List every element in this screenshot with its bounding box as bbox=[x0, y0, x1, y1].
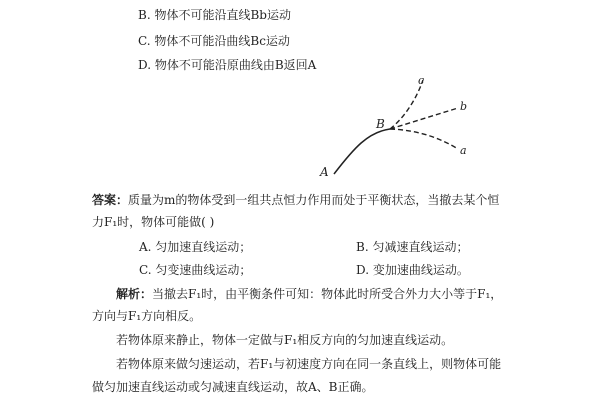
analysis-line-5: 做匀加速直线运动或匀减速直线运动，故A、B正确。 bbox=[92, 380, 374, 394]
answer-option-d: D. 变加速曲线运动。 bbox=[356, 263, 469, 277]
analysis-line-2: 方向与F₁方向相反。 bbox=[92, 309, 202, 323]
label-b: b bbox=[460, 100, 468, 113]
answer-line-1 bbox=[92, 193, 499, 207]
path-bc bbox=[390, 80, 423, 129]
analysis-label: 解析： bbox=[116, 287, 153, 301]
answer-label: 答案： bbox=[92, 193, 129, 207]
analysis-text-1: 当撤去F₁时，由平衡条件可知：物体此时所受合外力大小等于F₁， bbox=[152, 287, 503, 301]
label-a-point: A bbox=[320, 165, 329, 179]
answer-line-2: 力F₁时，物体可能做( ) bbox=[92, 215, 215, 229]
answer-option-b: B. 匀减速直线运动； bbox=[356, 240, 469, 254]
label-a: a bbox=[460, 144, 467, 157]
label-c: c bbox=[418, 74, 425, 87]
answer-option-a: A. 匀加速直线运动； bbox=[139, 240, 252, 254]
path-bb bbox=[390, 108, 458, 129]
curve-a-to-b bbox=[334, 129, 390, 174]
path-ba bbox=[390, 129, 458, 149]
question-option-c: C. 物体不可能沿曲线Bc运动 bbox=[138, 34, 290, 48]
answer-text-1: 质量为m的物体受到一组共点恒力作用而处于平衡状态，当撤去某个恒 bbox=[128, 193, 500, 207]
analysis-line-4: 若物体原来做匀速运动，若F₁与初速度方向在同一条直线上，则物体可能 bbox=[116, 357, 502, 371]
trajectory-diagram bbox=[318, 70, 518, 180]
question-option-b: B. 物体不可能沿直线Bb运动 bbox=[138, 8, 291, 22]
question-option-d: D. 物体不可能沿原曲线由B返回A bbox=[138, 58, 317, 72]
answer-option-c: C. 匀变速曲线运动； bbox=[139, 263, 252, 277]
label-b-point: B bbox=[376, 117, 385, 131]
analysis-line-1 bbox=[116, 287, 502, 301]
analysis-line-3: 若物体原来静止，物体一定做与F₁相反方向的匀加速直线运动。 bbox=[116, 333, 454, 347]
